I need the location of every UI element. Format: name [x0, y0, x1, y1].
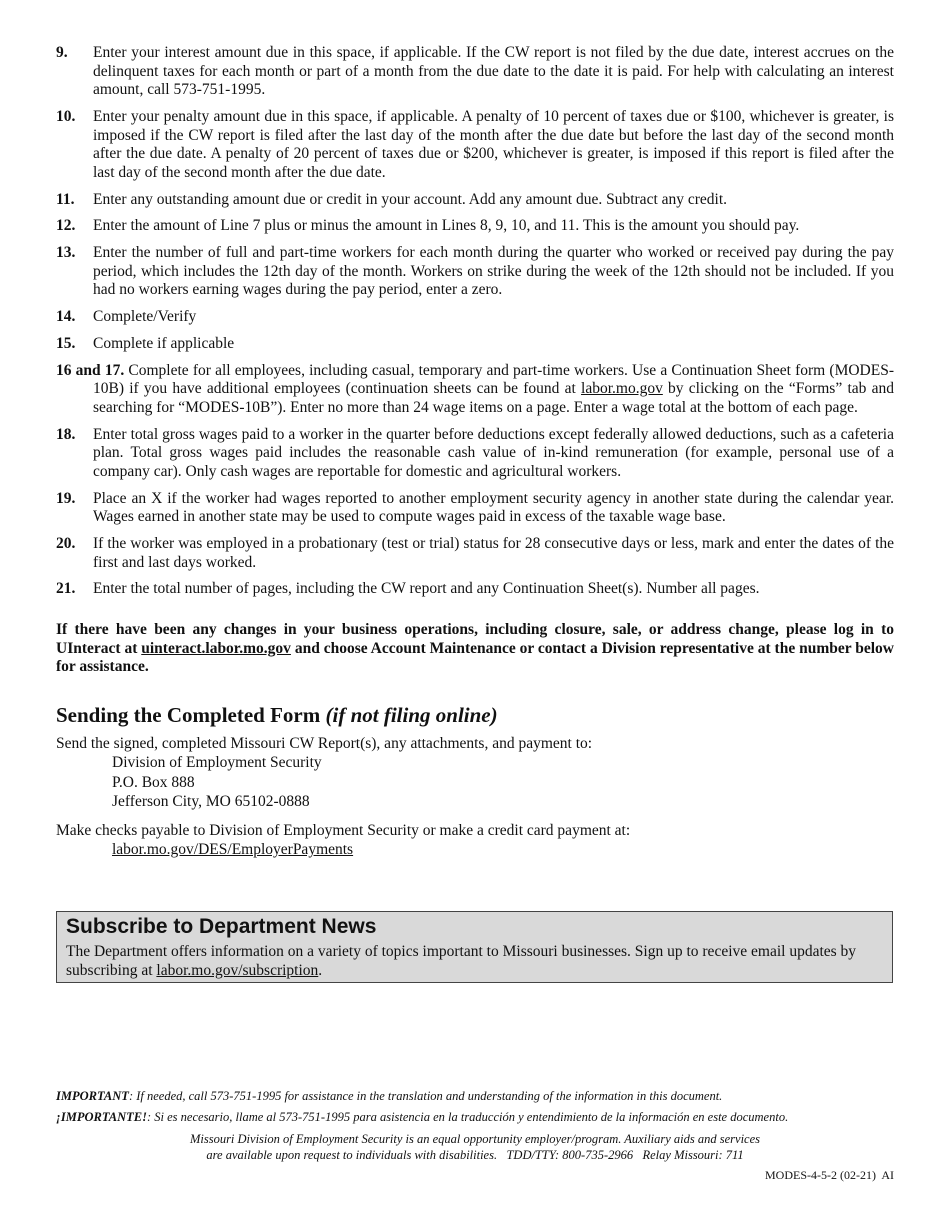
item-number: 9.: [56, 44, 68, 61]
subscribe-end: .: [318, 962, 323, 979]
item-text: Place an X if the worker had wages reported to another employment security agency in another state during the calendar year. Wages earned in another state may be used to compute wages paid in excess of the taxable wage base.: [93, 489, 894, 526]
item-text: Enter your penalty amount due in this space, if applicable. A penalty of 10 percent of taxes due or $100, whichever is greater, is imposed if the CW report is filed after the last day of the month after the due date but before the last day of the second month after the due date. A penalty of 20 percent of taxes due or $200, whichever is greater, is imposed if this report is filed after the last day of the second month after the due date.: [93, 107, 894, 181]
important-text: : If needed, call 573-751-1995 for assistance in the translation and understanding of the information in this document.: [128, 1089, 723, 1103]
important-spanish: [56, 1110, 788, 1125]
mailing-address: [56, 753, 894, 812]
item-number: 13.: [56, 244, 76, 262]
instruction-item: [56, 108, 894, 182]
subscribe-title: Subscribe to Department News: [66, 915, 377, 938]
item-text: Complete/Verify: [93, 308, 197, 326]
item-text-cont: by clicking on the “Forms” tab and searching for “MODES-10B”). Enter no more than 24 wage items on a page. Enter a wage total at the bottom of each page.: [93, 380, 894, 416]
sending-heading-italic: (if not filing online): [325, 702, 498, 727]
address-line: Jefferson City, MO 65102-0888: [112, 793, 310, 811]
instruction-item: [56, 335, 894, 354]
sending-heading: [56, 703, 894, 728]
item-text: Complete for all employees, including casual, temporary and part-time workers. Use a Continuation Sheet form (MODES-10B) if you have additional employees (continuation sheets can be found at: [93, 361, 894, 398]
item-number: 11.: [56, 190, 75, 208]
item-number: 15.: [56, 334, 76, 352]
instruction-list: [56, 44, 894, 353]
form-id: MODES-4-5-2 (02-21) AI: [765, 1168, 894, 1182]
changes-text: If there have been any changes in your business operations, including closure, sale, or address change, please log in to UInteract at: [56, 620, 894, 657]
instruction-item: [56, 535, 894, 572]
item-number: 10.: [56, 107, 76, 125]
instruction-list-2: [56, 426, 894, 599]
instruction-item: [56, 244, 894, 300]
subscribe-text: [66, 942, 883, 980]
instruction-item: [56, 308, 894, 327]
instruction-item: [56, 191, 894, 210]
item-number: 14.: [56, 308, 76, 326]
instruction-item: [56, 44, 894, 100]
uinteract-link[interactable]: uinteract.labor.mo.gov: [141, 639, 291, 657]
item-text: Enter the total number of pages, including the CW report and any Continuation Sheet(s). Number all pages.: [93, 580, 760, 598]
address-line: Division of Employment Security: [112, 754, 322, 772]
instruction-item: [56, 490, 894, 527]
subscribe-body: The Department offers information on a variety of topics important to Missouri businesses. Sign up to receive email updates by subscribing at: [66, 943, 857, 979]
address-line: P.O. Box 888: [112, 773, 195, 791]
sending-heading-text: Sending the Completed Form: [56, 702, 326, 727]
important-english: [56, 1089, 722, 1104]
changes-text-cont: and choose Account Maintenance or contact a Division representative at the number below for assistance.: [56, 639, 894, 676]
item-text: Enter total gross wages paid to a worker in the quarter before deductions except federally allowed deductions, such as a cafeteria plan. Total gross wages paid includes the reasonable cash value of in-kind remuneration (for example, personal use of a company car). Only cash wages are reportable for domestic and agricultural workers.: [93, 425, 894, 480]
subscription-link[interactable]: labor.mo.gov/subscription: [156, 962, 319, 979]
labor-link[interactable]: labor.mo.gov: [581, 380, 663, 398]
item-number: 16 and 17.: [56, 361, 125, 379]
importante-text: : Si es necesario, llame al 573-751-1995 para asistencia en la traducción y entendimiento de la información en este documento.: [147, 1110, 789, 1124]
item-text: Enter the amount of Line 7 plus or minus the amount in Lines 8, 9, 10, and 11. This is the amount you should pay.: [93, 217, 800, 235]
eeo-line-2: are available upon request to individuals with disabilities. TDD/TTY: 800-735-2966 Relay Missouri: 711: [206, 1148, 744, 1162]
item-text: If the worker was employed in a probationary (test or trial) status for 28 consecutive days or less, mark and enter the dates of the first and last days worked.: [93, 534, 894, 571]
eeo-statement: [0, 1131, 950, 1163]
item-number: 19.: [56, 489, 76, 507]
importante-label: ¡IMPORTANTE!: [56, 1110, 147, 1124]
item-text: Complete if applicable: [93, 334, 235, 352]
item-number: 18.: [56, 425, 76, 443]
changes-note: [56, 621, 894, 677]
item-text: Enter the number of full and part-time workers for each month during the quarter who worked or received pay during the pay period, which includes the 12th day of the month. Workers on strike during the week of the 12th should not be included. If you had no workers earning wages during the pay period, enter a zero.: [93, 244, 894, 299]
instruction-item-16-17: [56, 362, 894, 418]
employer-payments-link[interactable]: labor.mo.gov/DES/EmployerPayments: [112, 841, 354, 859]
checks-payable-text: Make checks payable to Division of Employment Security or make a credit card payment at:: [56, 821, 631, 839]
item-number: 21.: [56, 580, 76, 598]
subscribe-box: [56, 911, 893, 983]
instruction-item: [56, 217, 894, 236]
item-text: Enter your interest amount due in this space, if applicable. If the CW report is not filed by the due date, interest accrues on the delinquent taxes for each month or part of a month from the due date to the date it is paid. For help with calculating an interest amount, call 573-751-1995.: [93, 44, 894, 99]
item-number: 20.: [56, 534, 76, 552]
eeo-line-1: Missouri Division of Employment Security is an equal opportunity employer/program. Auxiliary aids and services: [189, 1132, 761, 1146]
instructions-page: [56, 44, 894, 860]
important-label: IMPORTANT: [56, 1089, 129, 1103]
instruction-item: [56, 580, 894, 599]
instruction-item: [56, 426, 894, 482]
sending-intro: Send the signed, completed Missouri CW Report(s), any attachments, and payment to:: [56, 734, 593, 752]
item-number: 12.: [56, 217, 76, 235]
item-text: Enter any outstanding amount due or credit in your account. Add any amount due. Subtract any credit.: [93, 190, 728, 208]
